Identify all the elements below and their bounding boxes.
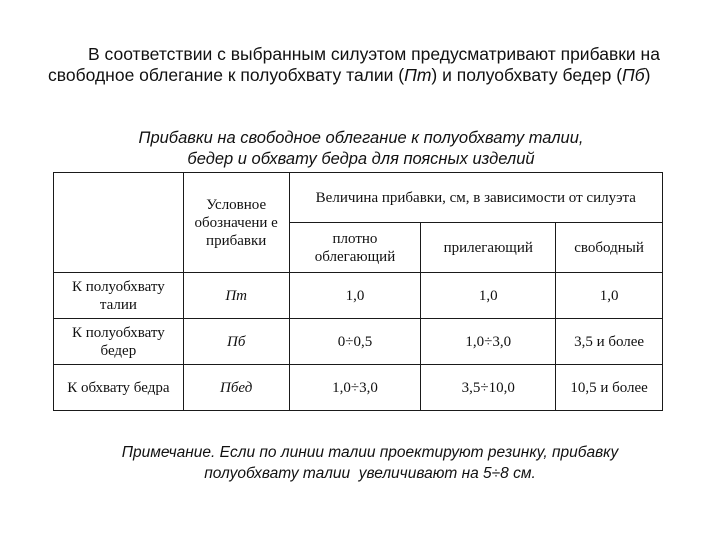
caption-line-2: бедер и обхвату бедра для поясных изделий — [187, 150, 535, 168]
header-col-tight: плотно облегающий — [289, 223, 421, 273]
note-paragraph — [90, 442, 650, 484]
cell-tight: 1,0÷3,0 — [289, 365, 421, 411]
row-symbol: Пт — [183, 273, 289, 319]
allowances-table — [53, 172, 663, 411]
cell-fitted: 3,5÷10,0 — [421, 365, 556, 411]
header-empty-cell — [54, 173, 184, 273]
cell-tight: 1,0 — [289, 273, 421, 319]
row-label: К обхвату бедра — [54, 365, 184, 411]
cell-fitted: 1,0 — [421, 273, 556, 319]
row-symbol: Пбед — [183, 365, 289, 411]
cell-tight: 0÷0,5 — [289, 319, 421, 365]
note-line-1: Примечание. Если по линии талии проектируют резинку, прибавку — [121, 444, 619, 461]
intro-text-2: ) и полуобхвату бедер ( — [431, 65, 623, 85]
table-row — [54, 273, 663, 319]
cell-loose: 10,5 и более — [556, 365, 663, 411]
intro-paragraph — [48, 44, 688, 86]
header-magnitude-cell: Величина прибавки, см, в зависимости от силуэта — [289, 173, 662, 223]
row-label: К полуобхвату талии — [54, 273, 184, 319]
table-header-row-1 — [54, 173, 663, 223]
cell-loose: 1,0 — [556, 273, 663, 319]
caption-line-1: Прибавки на свободное облегание к полуобхвату талии, — [138, 129, 584, 147]
row-label: К полуобхвату бедер — [54, 319, 184, 365]
intro-text-3: ) — [644, 65, 651, 85]
table-caption — [40, 128, 682, 170]
table-row — [54, 319, 663, 365]
header-symbol-cell: Условное обозначени е прибавки — [183, 173, 289, 273]
intro-symbol-pb: Пб — [622, 65, 645, 85]
cell-loose: 3,5 и более — [556, 319, 663, 365]
note-line-2: полуобхвату талии увеличивают на 5÷8 см. — [204, 465, 536, 482]
intro-text-1: В соответствии с выбранным силуэтом предусматривают прибавки на свободное облегание к полуобхвату талии ( — [48, 44, 660, 85]
header-col-fitted: прилегающий — [421, 223, 556, 273]
cell-fitted: 1,0÷3,0 — [421, 319, 556, 365]
header-col-loose: свободный — [556, 223, 663, 273]
row-symbol: Пб — [183, 319, 289, 365]
intro-symbol-pt: Пт — [404, 65, 432, 85]
table-row — [54, 365, 663, 411]
